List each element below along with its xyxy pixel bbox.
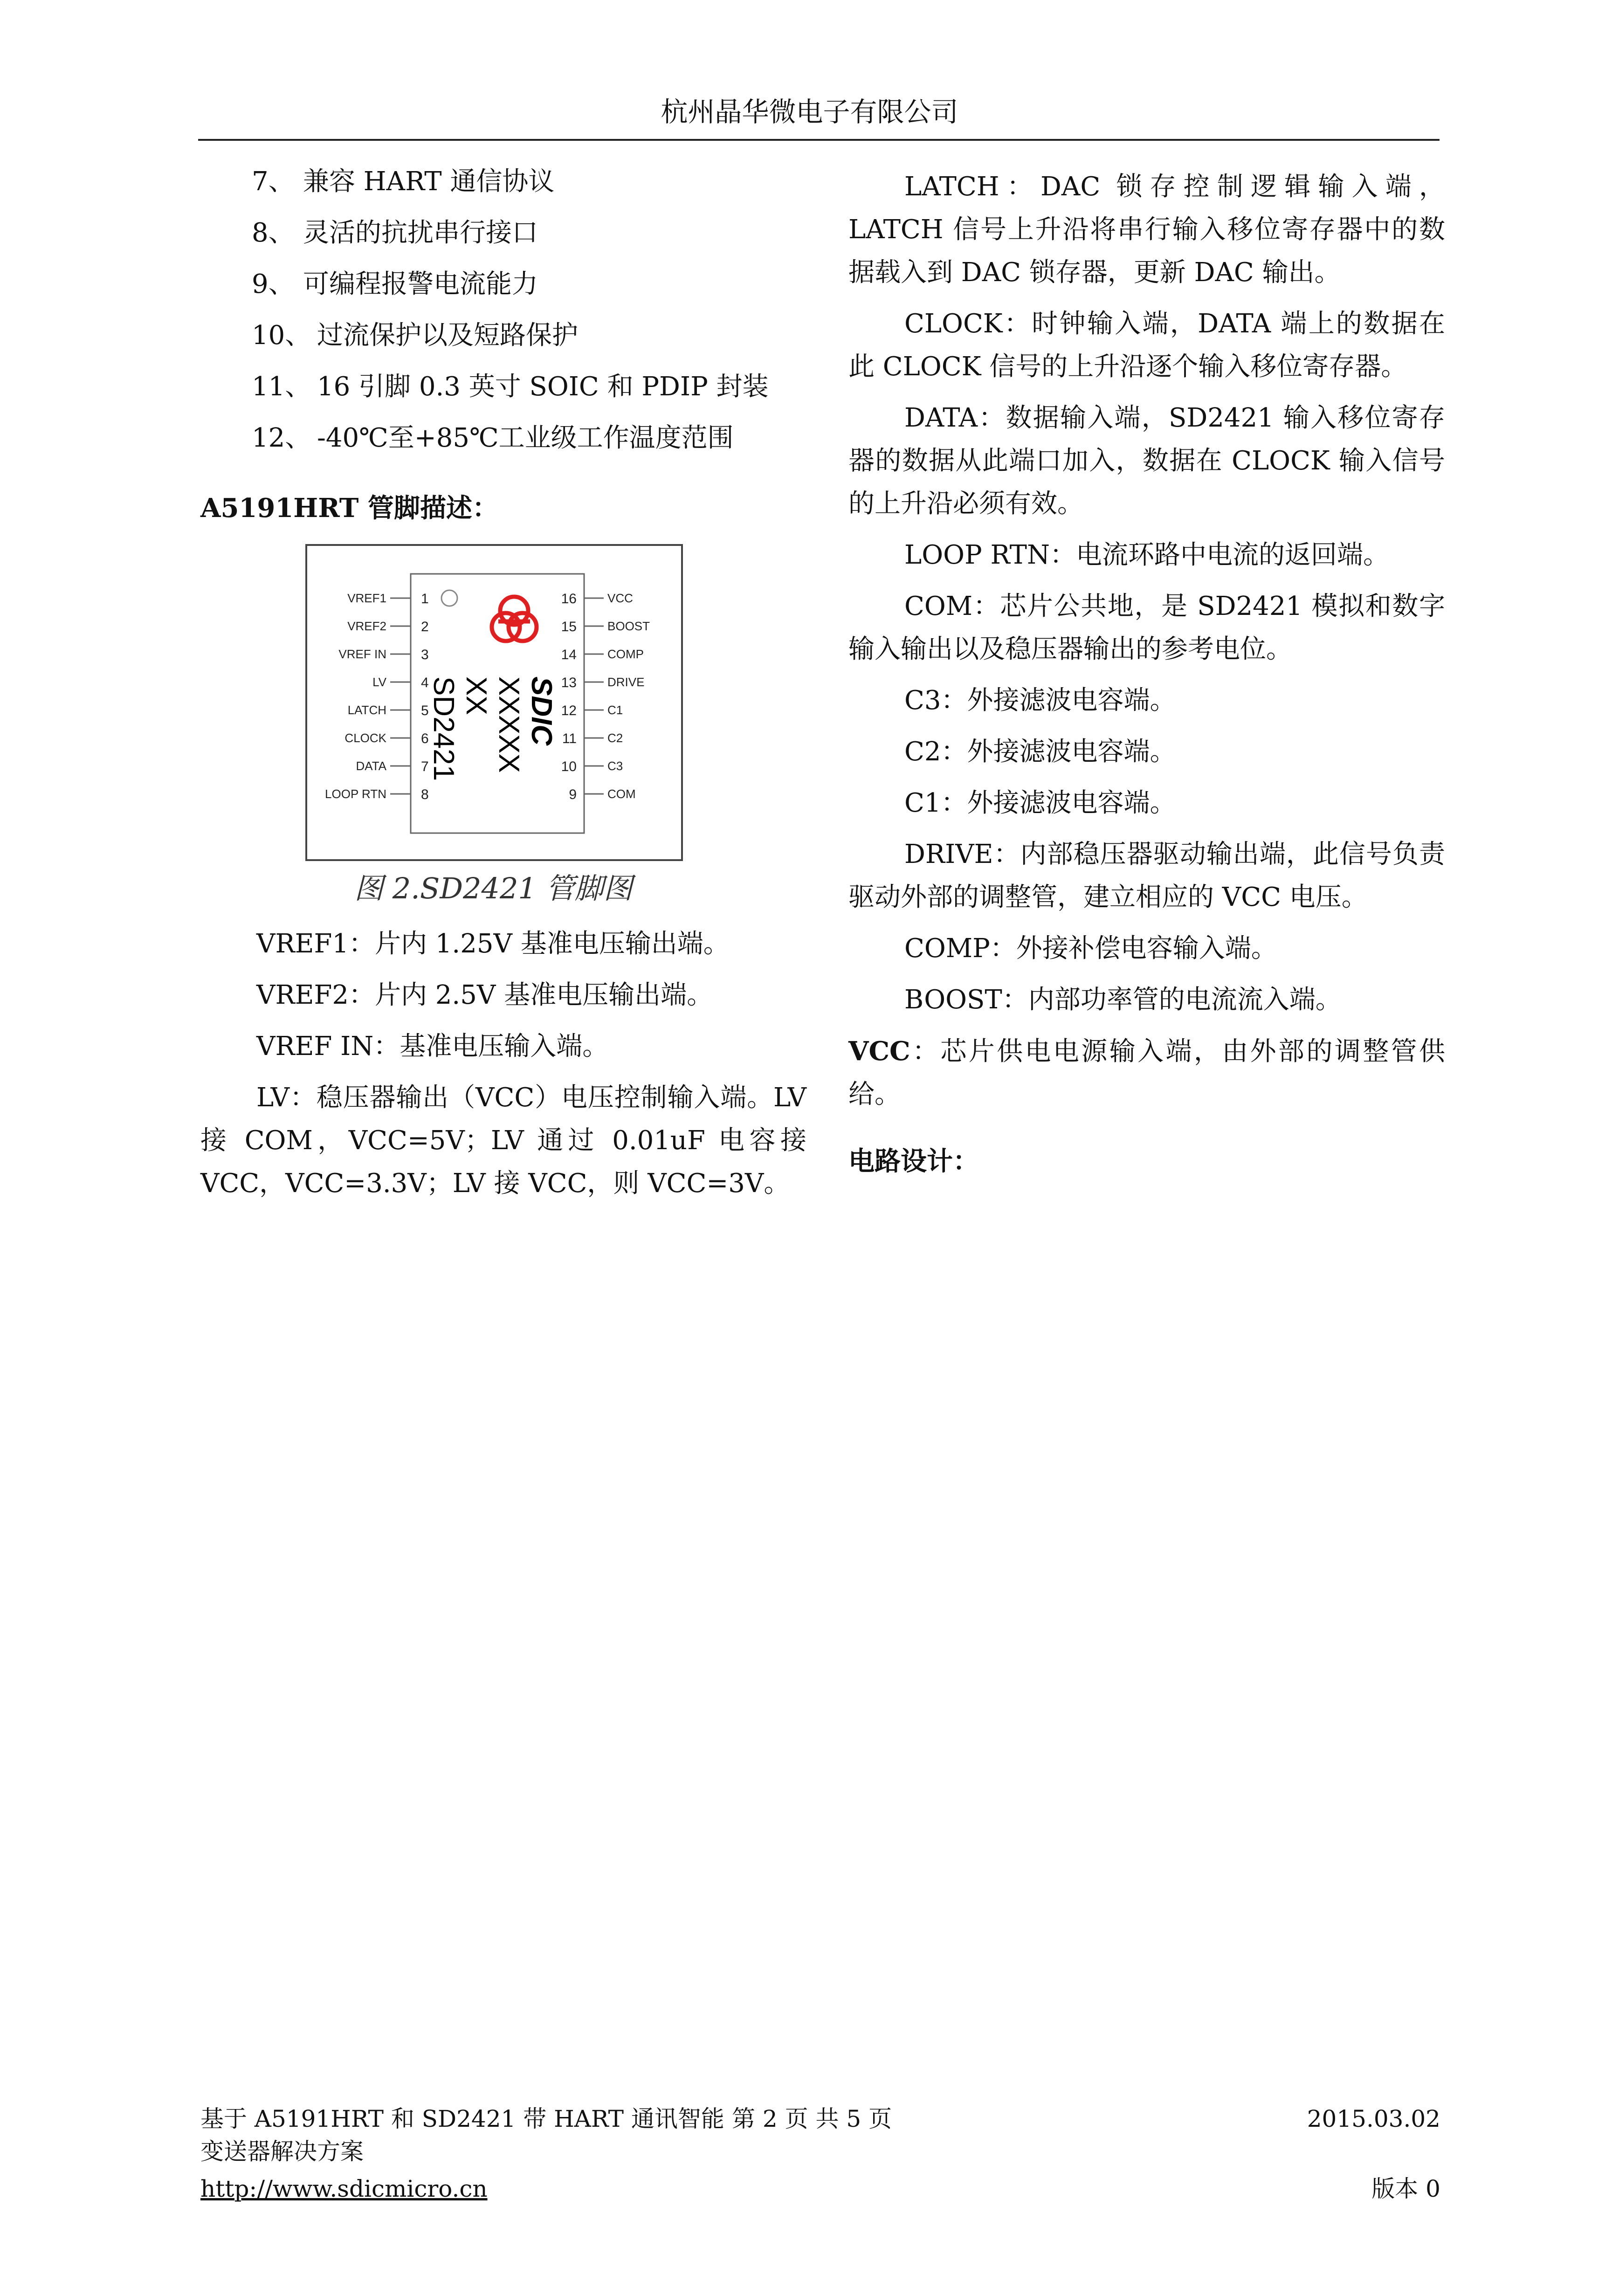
pin-description — [848, 979, 1445, 1021]
feature-text: 兼容 HART 通信协议 — [303, 166, 555, 197]
pin-description — [848, 303, 1445, 388]
pin-name-label: LATCH — [347, 703, 386, 717]
right-column — [848, 165, 1445, 1178]
pin-label: C3 — [904, 685, 941, 716]
pin-text: ：外接补偿电容输入端。 — [990, 933, 1277, 964]
pin-name-label: LV — [372, 675, 386, 689]
figure-caption: 图 2.SD2421 管脚图 — [354, 871, 633, 905]
pin-number-label: 6 — [421, 731, 429, 746]
chip-marking-line: XX — [460, 676, 492, 715]
pin-number-label: 3 — [421, 647, 429, 662]
sdic-logo-icon — [492, 597, 537, 641]
pin-number-label: 4 — [421, 675, 429, 690]
pin-text: ：片内 2.5V 基准电压输出端。 — [348, 980, 713, 1010]
pin-description — [848, 165, 1445, 294]
pin-number-label: 11 — [562, 731, 577, 746]
pin-number-label: 8 — [421, 787, 429, 802]
feature-text: 可编程报警电流能力 — [303, 269, 538, 299]
pin-number-label: 2 — [421, 619, 429, 634]
footer-version: 版本 0 — [1371, 2175, 1440, 2202]
pinout-diagram — [307, 546, 681, 859]
header-divider — [198, 139, 1440, 141]
chip-marking-line: SD2421 — [427, 676, 460, 781]
feature-number: 9、 — [252, 269, 295, 299]
pin-description — [200, 1025, 806, 1068]
pin-number-label: 1 — [421, 591, 429, 607]
pin-number-label: 7 — [421, 759, 429, 774]
pin-name-label: DATA — [356, 759, 386, 773]
pin-text: ：外接滤波电容端。 — [941, 788, 1176, 818]
pin-number-label: 5 — [421, 703, 429, 718]
pin-description — [200, 974, 806, 1017]
pin-text: ：芯片公共地，是 SD2421 模拟和数字输入输出以及稳压器输出的参考电位。 — [848, 591, 1445, 664]
feature-item — [200, 422, 806, 455]
feature-item — [200, 217, 806, 249]
page-header-title: 杭州晶华微电子有限公司 — [661, 96, 958, 128]
pin-label: DRIVE — [904, 839, 993, 869]
pin-description — [848, 397, 1445, 525]
feature-text: -40℃至+85℃工业级工作温度范围 — [317, 423, 734, 453]
feature-text: 过流保护以及短路保护 — [317, 320, 578, 351]
circuit-design-heading: 电路设计： — [848, 1146, 979, 1177]
pin-name-label: C1 — [607, 703, 623, 717]
pin-label: DATA — [904, 403, 978, 433]
pin-number-label: 13 — [561, 675, 577, 690]
pin-description — [200, 1076, 806, 1205]
pin-description — [848, 782, 1445, 825]
feature-number: 10、 — [252, 320, 311, 351]
pin-number-label: 16 — [561, 591, 577, 607]
pin-text: ：芯片供电电源输入端，由外部的调整管供给。 — [848, 1036, 1445, 1110]
chip-marking — [427, 676, 558, 781]
footer-url-link[interactable]: http://www.sdicmicro.cn — [200, 2175, 488, 2202]
pin-number-label: 15 — [561, 619, 577, 634]
feature-text: 16 引脚 0.3 英寸 SOIC 和 PDIP 封装 — [317, 372, 769, 402]
pin-description-vcc — [848, 1030, 1445, 1116]
right-pins — [561, 591, 650, 802]
pin-label: BOOST — [904, 985, 1002, 1015]
pin-name-label: C2 — [607, 731, 623, 745]
pin-text: ：内部稳压器驱动输出端，此信号负责驱动外部的调整管，建立相应的 VCC 电压。 — [848, 839, 1445, 912]
pin-description — [848, 534, 1445, 577]
feature-item — [200, 268, 806, 301]
pin1-marker — [441, 590, 457, 606]
pin-label: COM — [904, 591, 973, 621]
pin-text: ：时钟输入端，DATA 端上的数据在此 CLOCK 信号的上升沿逐个输入移位寄存器。 — [848, 309, 1445, 382]
footer-doc-title-cont: 变送器解决方案 — [200, 2138, 364, 2165]
pin-label: LOOP RTN — [904, 540, 1050, 570]
pin-name-label: COM — [607, 787, 636, 801]
pin-description — [200, 923, 806, 965]
pin-number-label: 9 — [569, 787, 577, 802]
pin-label: VREF IN — [256, 1031, 374, 1062]
pin-name-label: C3 — [607, 759, 623, 773]
pin-text: ：稳压器输出（VCC）电压控制输入端。LV 接 COM，VCC=5V；LV 通过 0.01uF 电容接 VCC，VCC=3.3V；LV 接 VCC，则 VCC=3V。 — [200, 1082, 806, 1199]
pin-label: CLOCK — [904, 309, 1003, 339]
pin-label: LV — [256, 1082, 289, 1113]
footer-page-info: 第 2 页 共 5 页 — [732, 2105, 892, 2132]
pin-name-label: VCC — [607, 591, 633, 605]
pin-name-label: VREF1 — [347, 591, 386, 605]
feature-item — [200, 371, 806, 403]
feature-text: 灵活的抗扰串行接口 — [303, 218, 538, 248]
pin-description — [848, 679, 1445, 722]
pin-text: ：片内 1.25V 基准电压输出端。 — [348, 929, 730, 959]
pin-label: VREF2 — [256, 980, 349, 1010]
pin-label: C2 — [904, 737, 941, 767]
footer-date: 2015.03.02 — [1307, 2105, 1440, 2132]
footer-doc-title: 基于 A5191HRT 和 SD2421 带 HART 通讯智能 — [200, 2105, 724, 2132]
pin-name-label: VREF2 — [347, 619, 386, 633]
pin-name-label: LOOP RTN — [325, 787, 386, 801]
pin-name-label: VREF IN — [338, 647, 386, 661]
pin-number-label: 10 — [561, 759, 577, 774]
pin-name-label: DRIVE — [607, 675, 645, 689]
pin-description-heading: A5191HRT 管脚描述： — [200, 493, 498, 524]
pin-description — [848, 585, 1445, 671]
feature-number: 11、 — [252, 372, 311, 402]
pin-description — [848, 731, 1445, 773]
feature-item — [200, 165, 806, 198]
pinout-figure — [305, 544, 683, 861]
pin-text: ：内部功率管的电流流入端。 — [1002, 985, 1342, 1015]
pin-text: ：电流环路中电流的返回端。 — [1050, 540, 1390, 570]
pin-name-label: BOOST — [607, 619, 650, 633]
pin-text: ：基准电压输入端。 — [373, 1031, 609, 1062]
feature-list — [200, 165, 806, 455]
pin-label: C1 — [904, 788, 941, 818]
pin-number-label: 12 — [561, 703, 577, 718]
pin-text: ：外接滤波电容端。 — [941, 737, 1176, 767]
pin-name-label: CLOCK — [344, 731, 386, 745]
pin-text: ：DAC 锁存控制逻辑输入端，LATCH 信号上升沿将串行输入移位寄存器中的数据载入到 DAC 锁存器，更新 DAC 输出。 — [848, 172, 1445, 288]
chip-marking-line: XXXXX — [493, 676, 525, 773]
feature-number: 8、 — [252, 218, 295, 248]
pin-description — [848, 927, 1445, 970]
pin-label: COMP — [904, 933, 990, 964]
pin-text: ：数据输入端，SD2421 输入移位寄存器的数据从此端口加入，数据在 CLOCK 输入信号的上升沿必须有效。 — [848, 403, 1445, 519]
left-column — [200, 165, 806, 1214]
left-pins — [325, 591, 429, 802]
pin-label: VREF1 — [256, 929, 349, 959]
pin-name-label: COMP — [607, 647, 644, 661]
pin-number-label: 14 — [561, 647, 577, 662]
pin-label: VCC — [848, 1036, 910, 1067]
feature-item — [200, 319, 806, 352]
pin-text: ：外接滤波电容端。 — [941, 685, 1176, 716]
pin-description — [848, 833, 1445, 919]
feature-number: 7、 — [252, 166, 295, 197]
pin-label: LATCH — [904, 172, 999, 202]
chip-marking-line: SDIC — [525, 676, 558, 746]
feature-number: 12、 — [252, 423, 311, 453]
